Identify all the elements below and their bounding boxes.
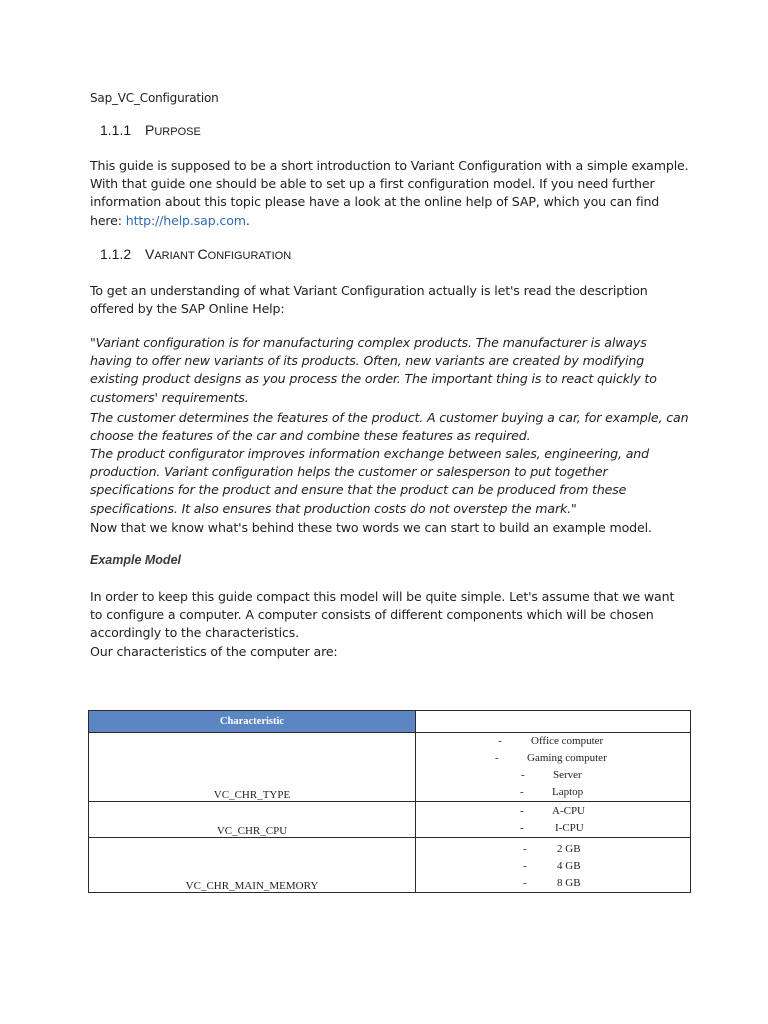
example-model-heading: Example Model <box>90 553 181 567</box>
value-item: - 4 GB <box>523 860 581 872</box>
section-number: 1.1.1 <box>100 122 132 138</box>
table-row <box>89 733 691 802</box>
characteristic-name: VC_CHR_TYPE <box>89 733 416 802</box>
value-item: - 8 GB <box>523 877 581 889</box>
section-number: 1.1.2 <box>100 246 132 262</box>
value-item: - A-CPU <box>520 805 586 817</box>
quote-paragraph-3: The product configurator improves information exchange between sales, engineering, and production. Variant configuration helps the customer or salesperson to put together specifications for the product and ensure that the product can be produced from these specifications. It also ensures that production costs do not overstep the mark." <box>90 446 649 516</box>
document-title: Sap_VC_Configuration <box>90 91 219 105</box>
characteristics-intro: Our characteristics of the computer are: <box>90 644 338 659</box>
variant-outro-paragraph: Now that we know what's behind these two words we can start to build an example model. <box>90 520 652 535</box>
purpose-paragraph: This guide is supposed to be a short introduction to Variant Configuration with a simple example. With that guide one should be able to set up a first configuration model. If you need further information about this topic please have a look at the online help of SAP, which you can find here: http://help.sap.com. <box>90 158 689 228</box>
characteristics-table <box>88 710 691 893</box>
table-row <box>89 802 691 838</box>
quote-paragraph-1: "Variant configuration is for manufacturing complex products. The manufacturer is always having to offer new variants of its products. Often, new variants are created by modifying existing product designs as you process the order. The important thing is to react quickly to customers' requirements. <box>90 335 657 405</box>
value-item: - Server <box>521 769 582 781</box>
variant-intro-paragraph: To get an understanding of what Variant Configuration actually is let's read the description offered by the SAP Online Help: <box>90 283 648 317</box>
value-item: - Gaming computer <box>495 752 607 764</box>
header-characteristic: Characteristic <box>89 711 416 733</box>
characteristic-name: VC_CHR_MAIN_MEMORY <box>89 838 416 893</box>
value-item: - 2 GB <box>523 843 581 855</box>
characteristic-values <box>416 802 691 838</box>
value-item: - I-CPU <box>520 822 584 834</box>
sap-help-link[interactable]: http://help.sap.com <box>125 212 246 228</box>
quote-paragraph-2: The customer determines the features of the product. A customer buying a car, for example, can choose the features of the car and combine these features as required. <box>90 410 689 444</box>
section-heading-variant-configuration: 1.1.2 VARIANT CONFIGURATION <box>100 246 292 262</box>
section-heading-purpose: 1.1.1 PURPOSE <box>100 122 201 138</box>
example-model-paragraph: In order to keep this guide compact this model will be quite simple. Let's assume that we want to configure a computer. A computer consists of different components which will be chosen accordingly to the characteristics. <box>90 589 675 641</box>
header-values <box>416 711 691 733</box>
table-row <box>89 838 691 893</box>
table-header-row <box>89 711 691 733</box>
value-item: - Office computer <box>498 735 604 747</box>
characteristic-name: VC_CHR_CPU <box>89 802 416 838</box>
characteristic-values <box>416 733 691 802</box>
characteristic-values <box>416 838 691 893</box>
value-item: - Laptop <box>520 786 584 798</box>
